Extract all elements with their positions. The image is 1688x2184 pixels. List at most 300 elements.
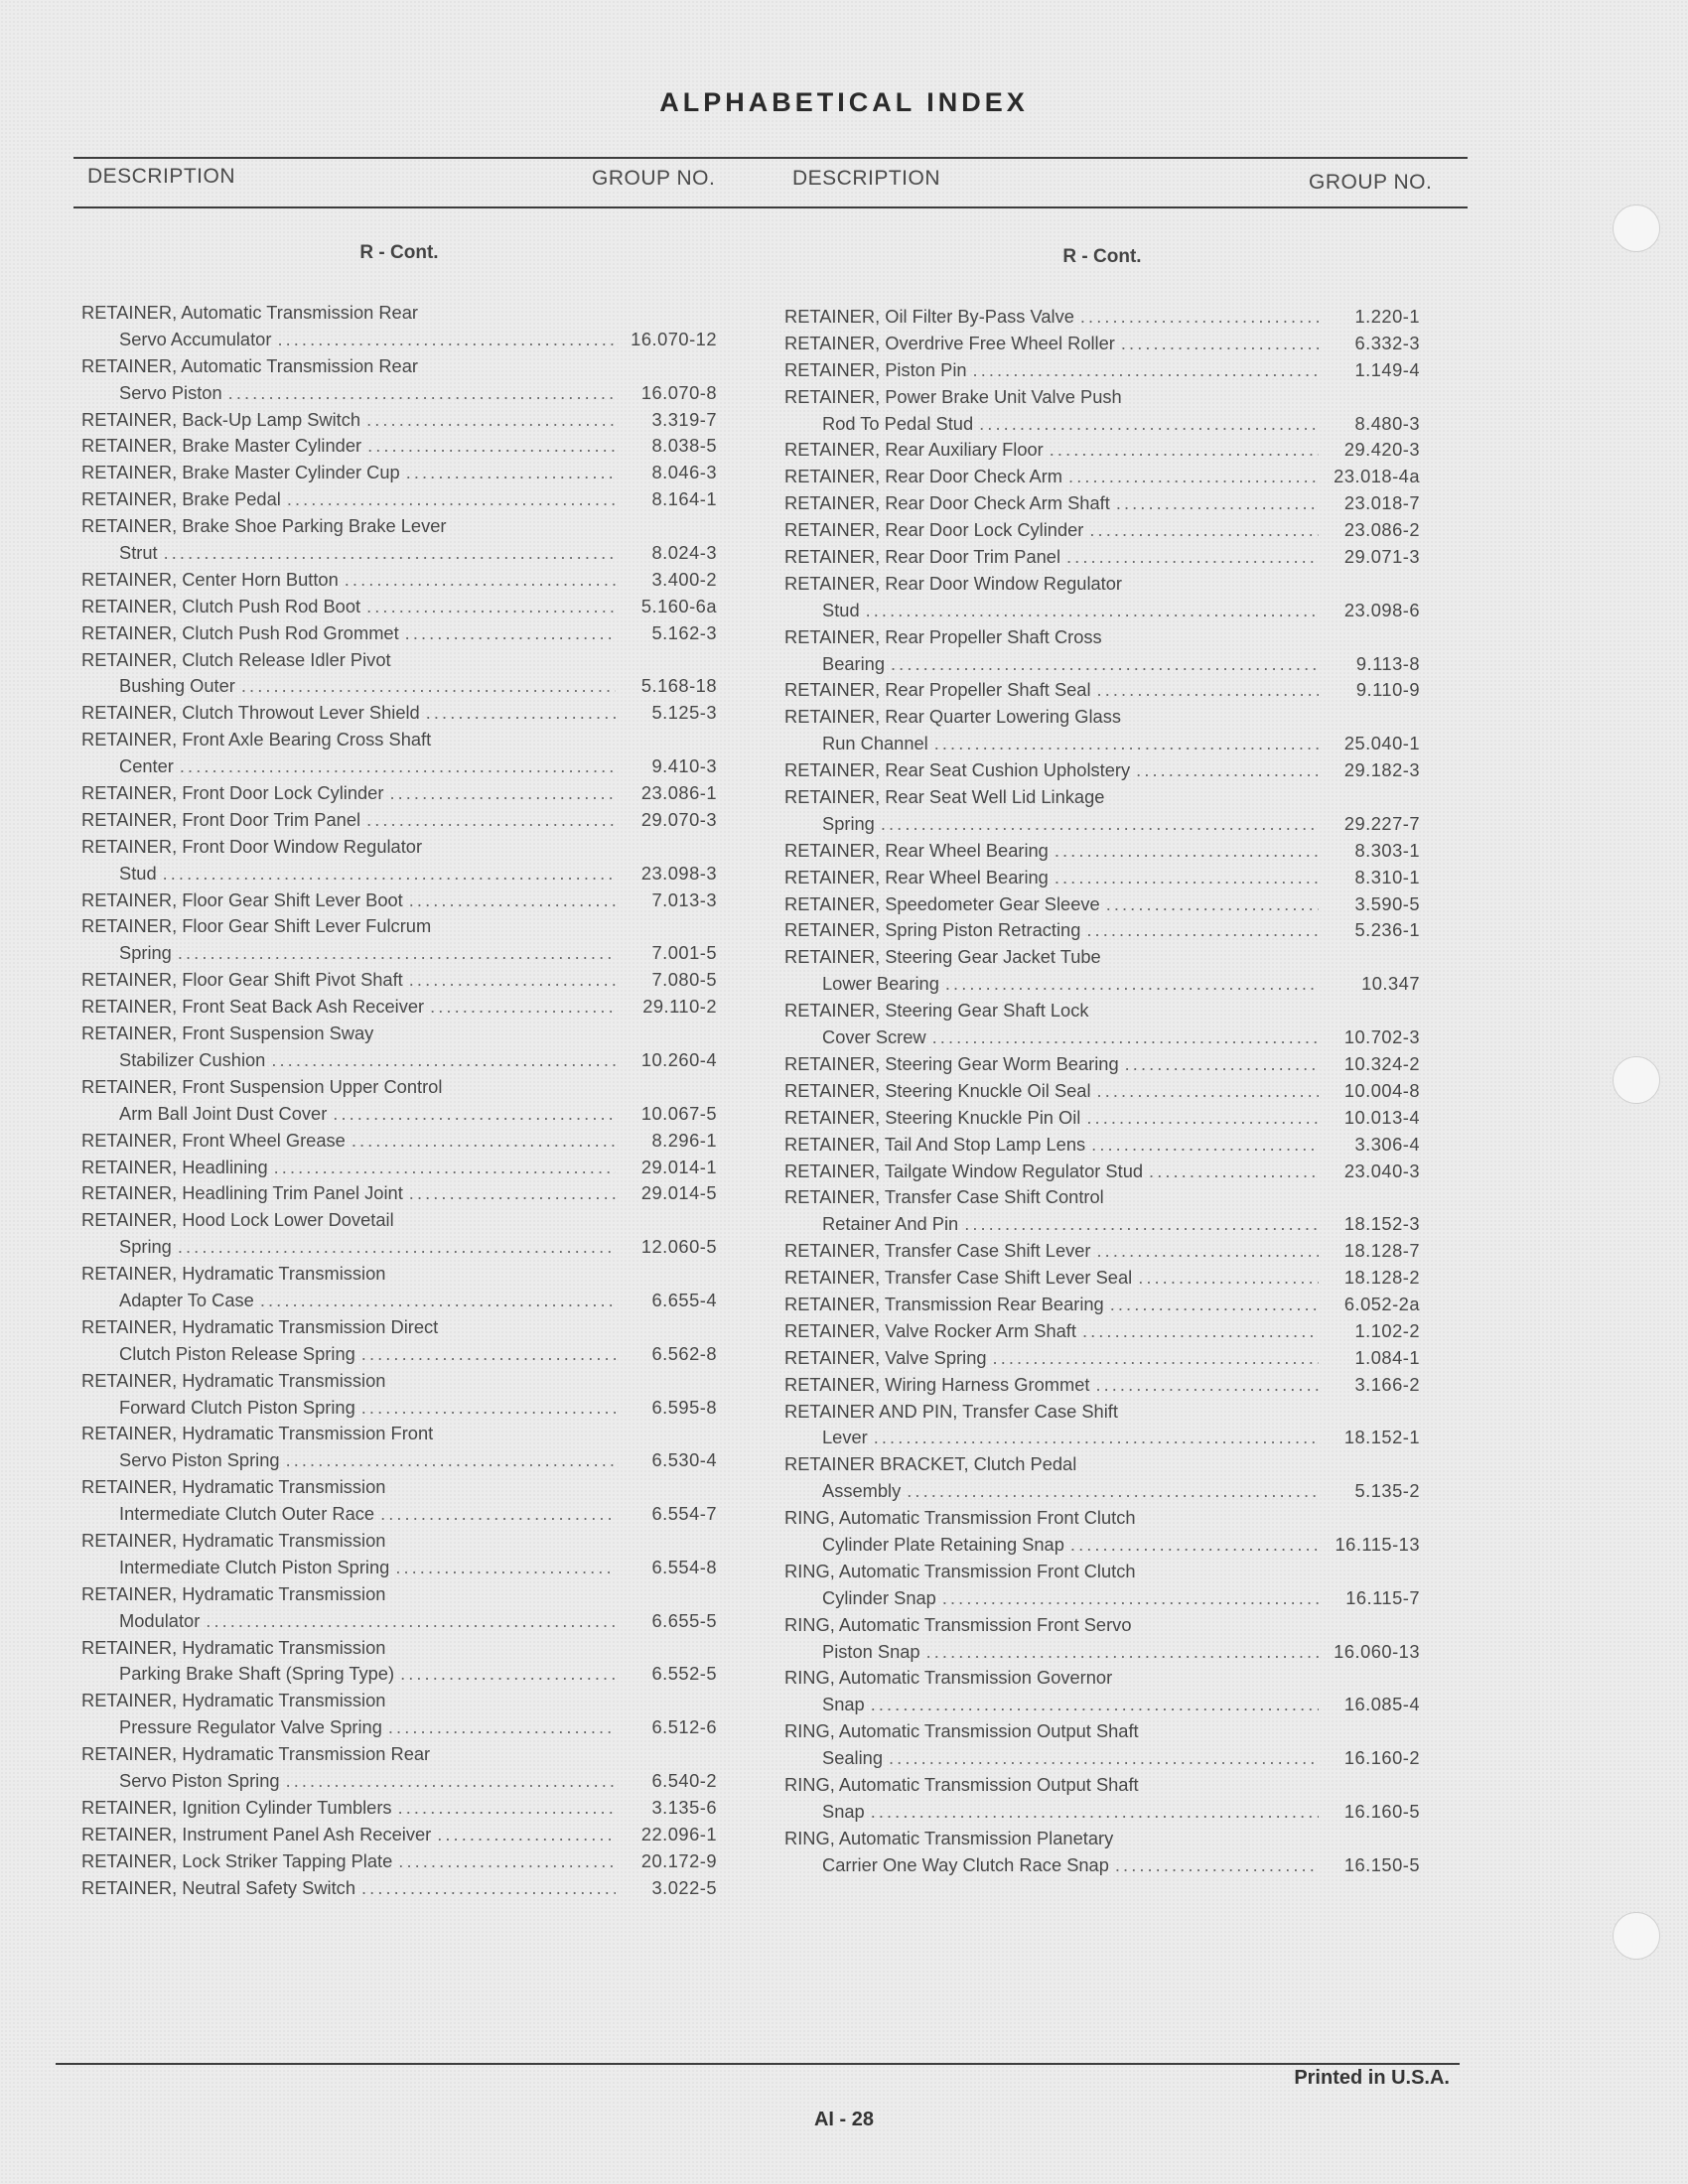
entry-description: RETAINER, Rear Quarter Lowering Glass bbox=[784, 706, 1121, 728]
header-bottom-rule bbox=[73, 206, 1468, 208]
dot-leader bbox=[164, 540, 616, 567]
entry-description: RETAINER, Front Door Window Regulator bbox=[81, 835, 423, 857]
entry-group-number: 8.303-1 bbox=[1354, 839, 1420, 861]
entry-group-number: 18.128-7 bbox=[1343, 1240, 1420, 1262]
index-entry bbox=[784, 1318, 1420, 1345]
entry-group-number: 12.060-5 bbox=[640, 1236, 717, 1258]
entry-group-number: 10.260-4 bbox=[640, 1048, 717, 1070]
entry-group-number: 9.110-9 bbox=[1355, 679, 1420, 701]
dot-leader bbox=[430, 994, 616, 1021]
entry-group-number: 23.040-3 bbox=[1343, 1160, 1420, 1181]
entry-description: RETAINER, Brake Shoe Parking Brake Lever bbox=[81, 515, 447, 537]
index-entry bbox=[784, 757, 1420, 784]
index-entry bbox=[784, 1772, 1420, 1826]
index-entry bbox=[784, 1132, 1420, 1159]
entry-description-continued: Spring bbox=[119, 942, 172, 964]
entry-group-number: 29.071-3 bbox=[1343, 546, 1420, 568]
entry-group-number: 10.067-5 bbox=[640, 1102, 717, 1124]
entry-group-number: 1.084-1 bbox=[1354, 1346, 1420, 1368]
dot-leader bbox=[1068, 464, 1319, 490]
dot-leader bbox=[1055, 838, 1319, 865]
entry-group-number: 16.085-4 bbox=[1343, 1694, 1420, 1715]
index-entry bbox=[81, 567, 717, 594]
index-entry bbox=[784, 891, 1420, 918]
entry-description: RETAINER, Brake Master Cylinder Cup bbox=[81, 462, 400, 483]
entry-description: RETAINER, Wiring Harness Grommet bbox=[784, 1373, 1090, 1395]
entry-description: RETAINER, Brake Pedal bbox=[81, 488, 281, 510]
entry-description: RETAINER, Tail And Stop Lamp Lens bbox=[784, 1133, 1086, 1155]
dot-leader bbox=[1125, 1051, 1319, 1078]
entry-description: RETAINER, Rear Auxiliary Floor bbox=[784, 439, 1044, 461]
index-entry bbox=[81, 1848, 717, 1875]
index-entry bbox=[784, 624, 1420, 678]
left-entry-list bbox=[81, 300, 717, 1901]
index-entry bbox=[81, 1314, 717, 1368]
entry-group-number: 3.022-5 bbox=[651, 1876, 717, 1898]
index-entry bbox=[784, 1718, 1420, 1772]
dot-leader bbox=[1066, 544, 1319, 571]
dot-leader bbox=[287, 486, 616, 513]
entry-group-number: 16.070-8 bbox=[640, 381, 717, 403]
dot-leader bbox=[1116, 490, 1319, 517]
dot-leader bbox=[973, 357, 1319, 384]
entry-description: RETAINER, Valve Spring bbox=[784, 1346, 987, 1368]
entry-description: RETAINER, Automatic Transmission Rear bbox=[81, 302, 418, 323]
dot-leader bbox=[1095, 1372, 1319, 1399]
entry-description: RETAINER, Steering Gear Jacket Tube bbox=[784, 946, 1101, 968]
index-entry bbox=[81, 887, 717, 914]
entry-description-continued: Parking Brake Shaft (Spring Type) bbox=[119, 1663, 395, 1685]
index-entry bbox=[81, 1207, 717, 1261]
entry-description-continued: Spring bbox=[119, 1236, 172, 1258]
entry-group-number: 7.001-5 bbox=[651, 942, 717, 964]
index-entry bbox=[81, 727, 717, 780]
dot-leader bbox=[380, 1501, 616, 1528]
entry-group-number: 8.046-3 bbox=[651, 462, 717, 483]
index-entry bbox=[81, 913, 717, 967]
dot-leader bbox=[866, 598, 1319, 624]
entry-description: RETAINER, Front Seat Back Ash Receiver bbox=[81, 996, 425, 1018]
entry-group-number: 9.410-3 bbox=[651, 755, 717, 777]
entry-group-number: 6.552-5 bbox=[651, 1663, 717, 1685]
entry-description: RETAINER, Front Door Lock Cylinder bbox=[81, 782, 384, 804]
entry-group-number: 18.152-1 bbox=[1343, 1427, 1420, 1448]
left-column bbox=[81, 242, 717, 1901]
dot-leader bbox=[241, 673, 616, 700]
dot-leader bbox=[1138, 1265, 1319, 1292]
entry-description: RETAINER, Floor Gear Shift Lever Boot bbox=[81, 888, 403, 910]
dot-leader bbox=[889, 1745, 1319, 1772]
dot-leader bbox=[1106, 891, 1319, 918]
entry-description-continued: Snap bbox=[822, 1694, 865, 1715]
entry-group-number: 3.135-6 bbox=[651, 1796, 717, 1818]
index-entry bbox=[81, 1581, 717, 1635]
entry-description-continued: Spring bbox=[822, 812, 875, 834]
entry-group-number: 1.149-4 bbox=[1354, 358, 1420, 380]
entry-description: RETAINER, Steering Gear Worm Bearing bbox=[784, 1052, 1119, 1074]
entry-description-continued: Clutch Piston Release Spring bbox=[119, 1342, 355, 1364]
dot-leader bbox=[1136, 757, 1319, 784]
index-entry bbox=[81, 486, 717, 513]
entry-description: RETAINER, Steering Gear Shaft Lock bbox=[784, 1000, 1089, 1022]
entry-group-number: 3.166-2 bbox=[1354, 1373, 1420, 1395]
dot-leader bbox=[180, 753, 616, 780]
entry-group-number: 29.227-7 bbox=[1343, 812, 1420, 834]
index-entry bbox=[784, 1665, 1420, 1718]
index-entry bbox=[784, 1372, 1420, 1399]
entry-group-number: 10.702-3 bbox=[1343, 1026, 1420, 1048]
entry-description: RETAINER, Headlining Trim Panel Joint bbox=[81, 1182, 403, 1204]
dot-leader bbox=[409, 967, 616, 994]
entry-description-continued: Rod To Pedal Stud bbox=[822, 412, 974, 434]
index-entry bbox=[784, 1184, 1420, 1238]
entry-group-number: 7.080-5 bbox=[651, 969, 717, 991]
dot-leader bbox=[1097, 1238, 1319, 1265]
index-entry bbox=[784, 304, 1420, 331]
entry-description: RETAINER, Back-Up Lamp Switch bbox=[81, 408, 361, 430]
dot-leader bbox=[1055, 865, 1319, 891]
entry-description-continued: Lower Bearing bbox=[822, 973, 939, 995]
entry-description-continued: Stud bbox=[822, 599, 860, 620]
index-entry bbox=[784, 1292, 1420, 1318]
index-entry bbox=[784, 384, 1420, 438]
entry-group-number: 5.135-2 bbox=[1354, 1480, 1420, 1502]
index-entry bbox=[784, 490, 1420, 517]
dot-leader bbox=[271, 1047, 616, 1074]
index-entry bbox=[81, 967, 717, 994]
dot-leader bbox=[398, 1795, 616, 1822]
entry-description: RETAINER, Overdrive Free Wheel Roller bbox=[784, 332, 1115, 353]
entry-description: RETAINER, Rear Propeller Shaft Cross bbox=[784, 625, 1102, 647]
entry-description-continued: Intermediate Clutch Piston Spring bbox=[119, 1556, 390, 1577]
index-entry bbox=[784, 998, 1420, 1051]
dot-leader bbox=[942, 1585, 1319, 1612]
right-section-heading: R - Cont. bbox=[1062, 246, 1142, 267]
index-entry bbox=[784, 1826, 1420, 1879]
index-entry bbox=[784, 1399, 1420, 1452]
entry-group-number: 16.160-2 bbox=[1343, 1747, 1420, 1769]
dot-leader bbox=[426, 700, 616, 727]
entry-description: RETAINER, Headlining bbox=[81, 1156, 268, 1177]
entry-description-continued: Pressure Regulator Valve Spring bbox=[119, 1716, 382, 1738]
dot-leader bbox=[1121, 331, 1319, 357]
index-entry bbox=[784, 1451, 1420, 1505]
entry-description: RETAINER, Transfer Case Shift Lever bbox=[784, 1240, 1091, 1262]
entry-description-continued: Cylinder Snap bbox=[822, 1586, 936, 1608]
header-top-rule bbox=[73, 157, 1468, 159]
entry-group-number: 7.013-3 bbox=[651, 888, 717, 910]
index-entry bbox=[81, 1074, 717, 1128]
entry-description: RETAINER, Clutch Push Rod Boot bbox=[81, 595, 361, 616]
entry-group-number: 1.102-2 bbox=[1354, 1319, 1420, 1341]
entry-description: RETAINER, Rear Door Trim Panel bbox=[784, 546, 1061, 568]
entry-group-number: 23.018-7 bbox=[1343, 492, 1420, 514]
entry-group-number: 6.655-4 bbox=[651, 1289, 717, 1310]
entry-description: RETAINER, Hydramatic Transmission bbox=[81, 1369, 386, 1391]
entry-description: RETAINER, Transfer Case Shift Lever Seal bbox=[784, 1267, 1133, 1289]
entry-description: RETAINER, Steering Knuckle Pin Oil bbox=[784, 1106, 1081, 1128]
index-entry bbox=[784, 1078, 1420, 1105]
dot-leader bbox=[934, 731, 1319, 757]
entry-description-continued: Adapter To Case bbox=[119, 1289, 254, 1310]
index-entry bbox=[784, 677, 1420, 704]
dot-leader bbox=[361, 1341, 616, 1368]
entry-description: RETAINER, Hood Lock Lower Dovetail bbox=[81, 1209, 394, 1231]
entry-description-continued: Servo Piston bbox=[119, 381, 222, 403]
entry-group-number: 8.310-1 bbox=[1354, 866, 1420, 887]
entry-description: RING, Automatic Transmission Governor bbox=[784, 1667, 1113, 1689]
entry-group-number: 3.319-7 bbox=[651, 408, 717, 430]
dot-leader bbox=[932, 1024, 1319, 1051]
entry-group-number: 6.595-8 bbox=[651, 1396, 717, 1418]
printed-in-usa: Printed in U.S.A. bbox=[1294, 2067, 1450, 2089]
index-entry bbox=[81, 1795, 717, 1822]
entry-description: RETAINER, Piston Pin bbox=[784, 358, 967, 380]
entry-group-number: 25.040-1 bbox=[1343, 733, 1420, 754]
entry-description-continued: Modulator bbox=[119, 1609, 201, 1631]
header-description-left: DESCRIPTION bbox=[87, 165, 236, 188]
binder-hole-middle bbox=[1613, 1056, 1660, 1104]
entry-group-number: 5.236-1 bbox=[1354, 919, 1420, 941]
entry-description-continued: Piston Snap bbox=[822, 1640, 920, 1662]
dot-leader bbox=[361, 1875, 616, 1902]
dot-leader bbox=[1149, 1159, 1319, 1185]
dot-leader bbox=[286, 1768, 616, 1795]
entry-group-number: 10.013-4 bbox=[1343, 1106, 1420, 1128]
dot-leader bbox=[874, 1425, 1319, 1451]
entry-description-continued: Assembly bbox=[822, 1480, 902, 1502]
entry-description-continued: Sealing bbox=[822, 1747, 883, 1769]
dot-leader bbox=[333, 1101, 616, 1128]
dot-leader bbox=[400, 1661, 616, 1688]
entry-description-continued: Strut bbox=[119, 542, 158, 564]
index-entry bbox=[81, 513, 717, 567]
dot-leader bbox=[1115, 1852, 1319, 1879]
entry-description: RETAINER, Rear Wheel Bearing bbox=[784, 866, 1049, 887]
entry-group-number: 6.052-2a bbox=[1343, 1293, 1420, 1314]
entry-description: RETAINER, Front Axle Bearing Cross Shaft bbox=[81, 729, 432, 751]
index-entry bbox=[81, 1822, 717, 1848]
entry-description: RETAINER, Floor Gear Shift Pivot Shaft bbox=[81, 969, 403, 991]
right-column bbox=[784, 246, 1420, 1879]
index-entry bbox=[81, 1635, 717, 1689]
entry-description: RING, Automatic Transmission Output Shaft bbox=[784, 1720, 1139, 1742]
entry-group-number: 6.554-8 bbox=[651, 1556, 717, 1577]
entry-description: RETAINER AND PIN, Transfer Case Shift bbox=[784, 1400, 1118, 1422]
entry-description: RETAINER, Front Suspension Upper Control bbox=[81, 1075, 443, 1097]
entry-description-continued: Run Channel bbox=[822, 733, 928, 754]
left-section-heading: R - Cont. bbox=[359, 242, 439, 263]
index-entry bbox=[784, 357, 1420, 384]
entry-group-number: 6.332-3 bbox=[1354, 332, 1420, 353]
dot-leader bbox=[945, 971, 1319, 998]
index-entry bbox=[81, 647, 717, 701]
entry-group-number: 5.162-3 bbox=[651, 621, 717, 643]
entry-group-number: 8.164-1 bbox=[651, 488, 717, 510]
index-entry bbox=[784, 1612, 1420, 1666]
entry-group-number: 3.306-4 bbox=[1354, 1133, 1420, 1155]
index-entry bbox=[81, 1474, 717, 1528]
entry-group-number: 6.655-5 bbox=[651, 1609, 717, 1631]
index-entry bbox=[81, 1021, 717, 1074]
entry-description: RETAINER, Front Door Trim Panel bbox=[81, 808, 361, 830]
index-entry bbox=[81, 1528, 717, 1581]
entry-group-number: 8.038-5 bbox=[651, 435, 717, 457]
entry-description: RETAINER, Center Horn Button bbox=[81, 568, 339, 590]
binder-hole-bottom bbox=[1613, 1912, 1660, 1960]
dot-leader bbox=[1097, 1078, 1319, 1105]
entry-description-continued: Snap bbox=[822, 1800, 865, 1822]
entry-group-number: 3.400-2 bbox=[651, 568, 717, 590]
entry-group-number: 23.098-6 bbox=[1343, 599, 1420, 620]
dot-leader bbox=[1110, 1292, 1319, 1318]
entry-description: RETAINER, Ignition Cylinder Tumblers bbox=[81, 1796, 392, 1818]
entry-group-number: 29.014-5 bbox=[640, 1182, 717, 1204]
dot-leader bbox=[274, 1155, 616, 1181]
dot-leader bbox=[178, 1234, 616, 1261]
entry-description: RETAINER, Hydramatic Transmission Front bbox=[81, 1423, 434, 1444]
index-entry bbox=[784, 517, 1420, 544]
index-entry bbox=[81, 1741, 717, 1795]
index-entry bbox=[81, 353, 717, 407]
index-entry bbox=[784, 1159, 1420, 1185]
entry-description: RETAINER, Speedometer Gear Sleeve bbox=[784, 892, 1100, 914]
entry-description-continued: Carrier One Way Clutch Race Snap bbox=[822, 1853, 1109, 1875]
dot-leader bbox=[881, 811, 1319, 838]
right-entry-list bbox=[784, 304, 1420, 1879]
index-entry bbox=[784, 1345, 1420, 1372]
dot-leader bbox=[398, 1848, 616, 1875]
entry-description-continued: Servo Accumulator bbox=[119, 328, 272, 349]
index-entry bbox=[81, 700, 717, 727]
dot-leader bbox=[286, 1447, 616, 1474]
dot-leader bbox=[926, 1639, 1319, 1666]
index-entry bbox=[784, 331, 1420, 357]
entry-group-number: 10.004-8 bbox=[1343, 1079, 1420, 1101]
index-entry bbox=[81, 1688, 717, 1741]
binder-hole-top bbox=[1613, 205, 1660, 252]
entry-description: RETAINER, Neutral Safety Switch bbox=[81, 1876, 355, 1898]
index-entry bbox=[81, 594, 717, 620]
entry-group-number: 16.115-13 bbox=[1335, 1533, 1420, 1555]
entry-description: RETAINER, Hydramatic Transmission bbox=[81, 1690, 386, 1711]
index-entry bbox=[784, 704, 1420, 757]
dot-leader bbox=[437, 1822, 616, 1848]
entry-group-number: 29.070-3 bbox=[640, 808, 717, 830]
entry-description: RETAINER, Floor Gear Shift Lever Fulcrum bbox=[81, 915, 432, 937]
dot-leader bbox=[891, 651, 1319, 678]
dot-leader bbox=[871, 1692, 1319, 1718]
dot-leader bbox=[406, 460, 616, 486]
entry-description: RETAINER, Rear Seat Cushion Upholstery bbox=[784, 759, 1131, 781]
dot-leader bbox=[1050, 437, 1319, 464]
entry-group-number: 29.420-3 bbox=[1343, 439, 1420, 461]
dot-leader bbox=[366, 594, 616, 620]
entry-description: RETAINER, Lock Striker Tapping Plate bbox=[81, 1849, 393, 1871]
entry-description: RETAINER, Clutch Release Idler Pivot bbox=[81, 648, 391, 670]
index-entry bbox=[81, 433, 717, 460]
index-entry bbox=[784, 437, 1420, 464]
entry-group-number: 18.128-2 bbox=[1343, 1267, 1420, 1289]
index-entry bbox=[784, 944, 1420, 998]
entry-description-continued: Stud bbox=[119, 862, 157, 884]
index-entry bbox=[784, 1238, 1420, 1265]
entry-description: RETAINER, Hydramatic Transmission bbox=[81, 1476, 386, 1498]
entry-group-number: 20.172-9 bbox=[640, 1849, 717, 1871]
dot-leader bbox=[260, 1288, 616, 1314]
entry-description: RETAINER, Rear Door Window Regulator bbox=[784, 572, 1123, 594]
dot-leader bbox=[277, 327, 616, 353]
entry-description: RETAINER, Hydramatic Transmission bbox=[81, 1529, 386, 1551]
index-entry bbox=[784, 464, 1420, 490]
index-entry bbox=[784, 917, 1420, 944]
index-entry bbox=[81, 780, 717, 807]
index-entry bbox=[784, 1051, 1420, 1078]
page-number: AI - 28 bbox=[813, 2109, 875, 2130]
entry-group-number: 6.540-2 bbox=[651, 1769, 717, 1791]
dot-leader bbox=[409, 1180, 616, 1207]
dot-leader bbox=[1097, 677, 1319, 704]
dot-leader bbox=[178, 940, 616, 967]
dot-leader bbox=[1089, 517, 1319, 544]
index-entry bbox=[81, 834, 717, 887]
entry-description: RETAINER, Clutch Push Rod Grommet bbox=[81, 621, 399, 643]
dot-leader bbox=[1086, 917, 1319, 944]
dot-leader bbox=[907, 1478, 1319, 1505]
entry-description: RETAINER, Rear Wheel Bearing bbox=[784, 839, 1049, 861]
index-entry bbox=[81, 1261, 717, 1314]
dot-leader bbox=[1091, 1132, 1319, 1159]
entry-description: RING, Automatic Transmission Output Shaft bbox=[784, 1773, 1139, 1795]
entry-group-number: 22.096-1 bbox=[640, 1823, 717, 1844]
entry-group-number: 5.125-3 bbox=[651, 702, 717, 724]
entry-description-continued: Center bbox=[119, 755, 174, 777]
entry-group-number: 3.590-5 bbox=[1354, 892, 1420, 914]
entry-group-number: 5.168-18 bbox=[640, 675, 717, 697]
dot-leader bbox=[389, 780, 616, 807]
index-entry bbox=[81, 1368, 717, 1422]
footer-rule bbox=[56, 2063, 1460, 2065]
entry-description-continued: Cover Screw bbox=[822, 1026, 926, 1048]
entry-group-number: 6.512-6 bbox=[651, 1716, 717, 1738]
index-entry bbox=[81, 1875, 717, 1902]
entry-group-number: 16.060-13 bbox=[1334, 1640, 1420, 1662]
dot-leader bbox=[871, 1799, 1319, 1826]
index-entry bbox=[784, 544, 1420, 571]
index-entry bbox=[784, 865, 1420, 891]
entry-description: RETAINER, Hydramatic Transmission Rear bbox=[81, 1743, 431, 1765]
dot-leader bbox=[1070, 1532, 1319, 1559]
entry-description: RETAINER, Rear Door Check Arm bbox=[784, 466, 1063, 487]
entry-description-continued: Arm Ball Joint Dust Cover bbox=[119, 1102, 328, 1124]
header-group-right: GROUP NO. bbox=[1309, 171, 1433, 194]
entry-description: RETAINER, Hydramatic Transmission Direct bbox=[81, 1315, 439, 1337]
dot-leader bbox=[409, 887, 616, 914]
index-entry bbox=[81, 407, 717, 434]
entry-description: RETAINER, Transmission Rear Bearing bbox=[784, 1293, 1104, 1314]
entry-group-number: 5.160-6a bbox=[640, 595, 717, 616]
entry-group-number: 23.018-4a bbox=[1334, 466, 1420, 487]
index-entry bbox=[81, 807, 717, 834]
dot-leader bbox=[395, 1555, 616, 1581]
entry-description: RING, Automatic Transmission Front Servo bbox=[784, 1613, 1132, 1635]
index-entry bbox=[784, 838, 1420, 865]
entry-description-continued: Servo Piston Spring bbox=[119, 1449, 280, 1471]
entry-group-number: 8.024-3 bbox=[651, 542, 717, 564]
index-entry bbox=[81, 1180, 717, 1207]
header-description-right: DESCRIPTION bbox=[792, 167, 941, 190]
entry-description: RETAINER, Hydramatic Transmission bbox=[81, 1263, 386, 1285]
